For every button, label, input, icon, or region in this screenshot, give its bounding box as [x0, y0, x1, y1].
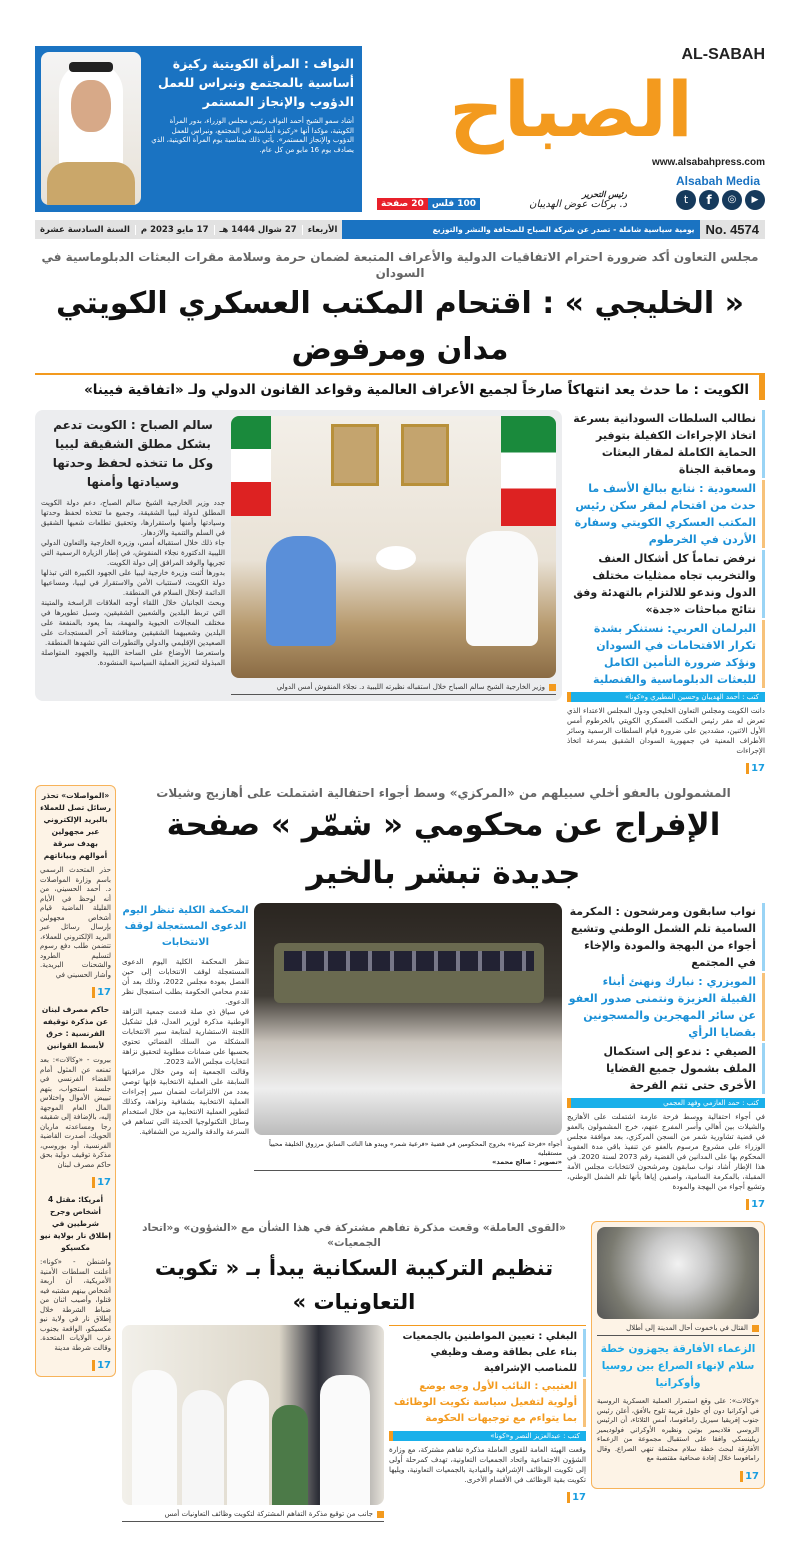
day: الأربعاء — [302, 225, 343, 235]
twitter-icon[interactable]: t — [676, 190, 696, 210]
coops-sidebar — [389, 1325, 586, 1504]
court-paragraph: وقالت الجمعية إنه ومن خلال مراقبتها السابقة على العملية الانتخابية فإنها توصي بعدد من الالتزامات لضمان سير إجراءات العملية الانتخابية بشفافية ونزاهة، وكذلك لتطوير العملية الانتخابية من خلال استخدام وسائل التكنولوجيا الحديثة التي تساهم في السرعة والدقة والمزيد من الشفافية. — [122, 1067, 249, 1136]
lead-sidebar — [567, 410, 765, 775]
lead-row — [35, 410, 765, 775]
libya-article — [41, 416, 225, 668]
photo-credit: «تصوير : صالح محمد» — [492, 1158, 562, 1166]
sidebar-headline[interactable]: حاكم مصرف لبنان عن مذكرة توقيفه الفرنسية : خرق لأبسط القوانين — [41, 1005, 110, 1050]
sidebar-body: بيروت - «وكالات»: بعد تمنعه عن المثول أمام القضاء الفرنسي في جلسة استجواب، بتهم تبييض الأموال واختلاس المال العام الموجهة إليه، بالإضافة إلى شقيقه رجا ومساعدته ماريان الحويك، أصدرت القاضية الفرنسية، أود بوروسي، مذكرة توقيف دولية بحق حاكم مصرف لبنان — [40, 1056, 111, 1169]
court-paragraph: في سياق ذي صلة قدمت جمعية النزاهة الوطنية مذكرة لوزير العدل، قبل تشكيل اللجنة الاستشارية لمتابعة سير الانتخابات المشكلة من السلك القضائي تحتوي بحسبها على ضمانات مطلوبة لتحقيق نزاهة انتخابات مجلس الأمة 2023. — [122, 1007, 249, 1066]
continued-link[interactable]: 17 — [92, 987, 111, 998]
pardon-headline[interactable]: الإفراج عن محكومي « شمّر » صفحة جديدة تبشر بالخير — [166, 807, 721, 891]
libya-paragraph: واستعرضا الأوضاع على الساحة الليبية والجهود المتواصلة المبذولة لتعزيز العملية السياسية المنشودة. — [41, 648, 225, 667]
pardon-side-head[interactable]: الصيفي : ندعو إلى استكمال الملف بشمول جميع القضايا الأخرى حتى تتم الفرحة — [567, 1043, 765, 1094]
continued-link[interactable]: 17 — [92, 1177, 111, 1188]
lead-byline: كتب : أحمد الهديبان وحسين المطيري و«كونا» — [567, 692, 765, 702]
editor-label: رئيس التحرير — [582, 190, 627, 199]
facebook-icon[interactable]: f — [699, 190, 719, 210]
court-headline[interactable]: المحكمة الكلية تنظر اليوم الدعوى المستعجلة لوقف الانتخابات — [122, 905, 249, 948]
libya-paragraph: جاء ذلك خلال استقباله أمس، وزيرة الخارجية والتعاون الدولي الليبية الدكتورة نجلاء المنقوش، في إطار الزيارة الرسمية التي تجريها والوفد المرافق إلى دولة الكويت. — [41, 538, 225, 567]
prime-minister-photo — [41, 52, 141, 205]
logo-en: AL-SABAH — [681, 46, 765, 63]
lower-main — [122, 785, 765, 1522]
issue-number: No. 4574 — [705, 222, 759, 237]
date-bar — [35, 220, 765, 239]
coops-main — [122, 1221, 586, 1522]
lead-subhead[interactable]: الكويت : ما حدث يعد انتهاكاً صارخاً لجميع الأعراف العالمية وقواعد القانون الدولي ولـ «اتفاقية فيينا» — [35, 373, 765, 400]
lead-headline[interactable]: « الخليجي » : اقتحام المكتب العسكري الكويتي مدان ومرفوض — [56, 286, 744, 367]
coops-photo-caption: جانب من توقيع مذكرة التفاهم المشتركة لتكويت وظائف التعاونيات أمس — [122, 1508, 384, 1522]
masthead — [35, 46, 765, 212]
ukraine-photo-caption: القتال في باخموت أحال المدينة إلى أطلال — [597, 1322, 759, 1336]
lead-body: دانت الكويت ومجلس التعاون الخليجي ودول المجلس الاعتداء الذي تعرض له مقر رئيس المكتب العسكري الكويتي بالخرطوم أمس الأول الاثنين، مشددين على ضرورة قيام السلطات الرسمية وسائر الأطراف المعنية في جمهورية السودان الشقيق بسرعة اتخاذ الإجراءات — [567, 706, 765, 755]
pardon-side-head[interactable]: المويزري : نبارك ونهنئ أبناء القبيلة العزيزة ونتمنى صدور العفو عن سائر المهجرين والمسجونين بقضايا الرأي — [567, 973, 765, 1041]
price: 100 فلس — [428, 198, 480, 210]
lead-side-head[interactable]: البرلمان العربي: نستنكر بشدة تكرار الاقتحامات في السودان ونؤكد ضرورة التأمين الكامل للبعثات الدبلوماسية والقنصلية — [567, 620, 765, 688]
hijri-date: 27 شوال 1444 هـ — [214, 225, 302, 235]
website[interactable]: www.alsabahpress.com — [651, 157, 765, 168]
coops-side-head[interactable]: البغلي : تعيين المواطنين بالجمعيات بناء على بطاقة وصف وظيفي للمناصب الإشرافية — [389, 1329, 586, 1377]
youtube-icon[interactable]: ▶ — [745, 190, 765, 210]
lead-side-head[interactable]: السعودية : نتابع ببالغ الأسف ما حدث من اقتحام لمقر سكن رئيس المكتب العسكري الكويتي وسفارة الأردن في الخرطوم — [567, 480, 765, 548]
editor-signature: د. بركات عوض الهديبان — [529, 199, 627, 210]
logo-ar[interactable]: الصباح — [449, 65, 693, 154]
coops-headline[interactable]: تنظيم التركيبة السكانية يبدأ بـ « تكويت التعاونيات » — [154, 1256, 554, 1314]
sidebar-headline[interactable]: «المواصلات» تحذر رسائل تصل للعملاء بالبريد الإلكتروني عبر مجهولين بهدف سرقة أموالهم وبياناتهم — [40, 791, 111, 860]
year-label: السنة السادسة عشرة — [40, 224, 130, 235]
ukraine-box — [591, 1221, 765, 1489]
libya-paragraph: جدد وزير الخارجية الشيخ سالم الصباح، دعم دولة الكويت المطلق لدولة ليبيا الشقيقة، وجميع ما تتخذه لحفظ وحدتها وسيادتها وأمنها واستقرارها، وتحقيق تطلعات شعبها الشقيق في السلم والتنمية والازدهار. — [41, 498, 225, 537]
ukraine-headline[interactable]: الزعماء الأفارقة يجهزون خطة سلام لإنهاء الصراع بين روسيا وأوكرانيا — [600, 1343, 756, 1389]
coops-byline: كتب : عبدالعزيز النصر و«كونا» — [389, 1431, 586, 1441]
coops-signing-photo[interactable] — [122, 1325, 384, 1505]
court-paragraph: تنظر المحكمة الكلية اليوم الدعوى المستعجلة لوقف الانتخابات إلى حين الفصل بعودة مجلس 2022، وذلك بعد أن تقدم محامي الحكومة بطلب استعجال نظر الدعوى. — [122, 957, 249, 1006]
ukraine-body: «وكالات»: على وقع استمرار العملية العسكرية الروسية في أوكرانيا دون أي حلول قريبة تلوح بالأفق، أعلن رئيس جنوب إفريقيا سيريل رامافوسا، أمس الثلاثاء، أن الرئيس الروسي فلاديمير بوتين ونظيره الأوكراني فولوديمير زيلينسكي وافقا على استقبال مجموعة من الزعماء الأفارقة لبحث خطة سلام محتملة تنهي الصراع. وقال رامافوسا خلال إفادة صحافية مقتضبة مع — [597, 1397, 759, 1462]
libya-paragraph: وبحث الجانبان خلال اللقاء أوجه العلاقات الراسخة والمتينة التي تربط البلدين والشعبين الشقيقين، وسبل تطويرها في مختلف المجالات الحيوية والمهمة، بما يعود بالمنفعة على البلدين وشعبيهما الشقيقين ومناقشة آخر المستجدات على الصعيدين الإقليمي والدولي والتطورات التي تشهدها المنطقة. — [41, 598, 225, 647]
libya-headline[interactable]: سالم الصباح : الكويت تدعم بشكل مطلق الشقيقة ليبيا وكل ما تتخذه لحفظ وحدتها وسيادتها وأمنها — [52, 418, 214, 489]
tagline: يومية سياسية شاملة - تصدر عن شركة الصباح للصحافة والنشر والتوزيع — [342, 220, 699, 239]
social-icons — [676, 190, 765, 210]
pardon-byline: كتب : حمد العازمي وفهد العجمي — [567, 1098, 765, 1108]
pardon-side-head[interactable]: نواب سابقون ومرشحون : المكرمة السامية تلم الشمل الوطني وتشيع أجواء من البهجة والمودة والإخاء في المجتمع — [567, 903, 765, 971]
pardon-caption-text: أجواء «فرحة كبيرة» بخروج المحكومين في قضية «فرعية شمر» ويبدو هنا النائب السابق مرزوق الخليفة محيياً مستقبليه — [268, 1140, 562, 1157]
libya-paragraph: بدورها أثنت وزيرة خارجية ليبيا على الجهود الكبيرة التي تبذلها دولة الكويت، لاستتباب الأمن والاستقرار في ليبيا، ومساعيها الدائمة لإحلال السلام في المنطقة. — [41, 568, 225, 597]
pardon-photo-caption — [254, 1138, 562, 1171]
coops-row — [122, 1221, 765, 1522]
libya-section — [35, 410, 562, 701]
libya-meeting-photo[interactable] — [231, 416, 556, 678]
bakhmut-photo[interactable] — [597, 1227, 759, 1319]
pardon-row — [122, 903, 765, 1211]
sidebar-body: حذر المتحدث الرسمي باسم وزارة المواصلات د. أحمد الحسيني، من أنه لوحظ في الأيام القليلة الماضية قيام أشخاص مجهولين بإرسال رسائل عبر البريد الإلكتروني للعملاء، تتضمن طلب دفع رسوم لتسليم الطرود والشحنات البريدية. وأشار الحسيني في — [40, 866, 111, 979]
continued-link[interactable]: 17 — [92, 1360, 111, 1371]
libya-photo-caption: وزير الخارجية الشيخ سالم الصباح خلال استقباله نظيرته الليبية د. نجلاء المنقوش أمس الدولي — [231, 681, 556, 695]
price-badge — [377, 198, 480, 210]
pardon-crowd-photo[interactable] — [254, 903, 562, 1135]
instagram-icon[interactable]: ◎ — [722, 190, 742, 210]
court-article — [122, 903, 249, 1137]
masthead-brand — [377, 46, 765, 212]
coops-body: وقعت الهيئة العامة للقوى العاملة مذكرة تفاهم مشتركة، مع وزارة الشؤون الاجتماعية واتحاد الجمعيات التعاونية، تهدف كمرحلة أولى إلى تكويت الوظائف الإشرافية والقيادية بالجمعيات التعاونية، ويليها تكويت بقية الوظائف في الأقسام الأخرى. — [389, 1445, 586, 1484]
coops-kicker: «القوى العاملة» وقعت مذكرة تفاهم مشتركة في هذا الشأن مع «الشؤون» و«اتحاد الجمعيات» — [142, 1222, 566, 1249]
continued-link[interactable]: 17 — [746, 763, 765, 774]
news-sidebar — [35, 785, 116, 1377]
lead-side-head[interactable]: نطالب السلطات السودانية بسرعة اتخاذ الإجراءات الكفيلة بتوفير الحماية الكاملة لمقار البعثات ومعاقبة الجناة — [567, 410, 765, 478]
continued-link[interactable]: 17 — [746, 1199, 765, 1210]
pardon-sidebar — [567, 903, 765, 1211]
continued-link[interactable]: 17 — [740, 1471, 759, 1482]
top-feature-body: أشاد سمو الشيخ أحمد النواف رئيس مجلس الوزراء، بدور المرأة الكويتية، مؤكدا أنها «ركيزة أساسية في المجتمع، ونبراس للعمل الدؤوب والإنجاز المستمر». يأتي ذلك بمناسبة يوم المرأة الكويتية، الذي يصادف يوم 16 مايو من كل عام. — [151, 117, 354, 154]
top-feature-headline[interactable]: النواف : المرأة الكويتية ركيزة أساسية بالمجتمع ونبراس للعمل الدؤوب والإنجاز المستمر — [157, 56, 354, 109]
top-feature-box — [35, 46, 362, 212]
lead-side-head[interactable]: نرفض تماماً كل أشكال العنف والتخريب تجاه ممثليات مختلف الدول وندعو للالتزام بالتهدئة وفق نتائج مباحثات «جدة» — [567, 550, 765, 618]
continued-link[interactable]: 17 — [567, 1492, 586, 1503]
pardon-body: في أجواء احتفالية ووسط فرحة عارمة اشتملت على الأهازيج والشيلات بين أهالي وأسر المفرج عنهم، خرج المشمولون بالعفو في قضية تشاورية شمر من السجن المركزي، بعد موافقة مجلس الوزراء على مشروع مرسوم بالعفو عن تنفيذ باقي مدة العقوبة المحكوم بها على المدانين في القضية رقم 2073 لسنة 2020. في هذا الإطار أشاد نواب سابقون ومرشحون لانتخابات مجلس الأمة المقبلة، بالمكرمة السامية، واصفين إياها بأنها تلم الشمل الوطني، وتشيع أجواء من البهجة والمودة — [567, 1112, 765, 1191]
sidebar-headline[interactable]: أمريكا: مقتل 4 أشخاص وجرح شرطيين في إطلاق نار بولاية نيو مكسيكو — [40, 1195, 111, 1252]
coops-side-head[interactable]: العتيبي : النائب الأول وجه بوضع أولوية لتفعيل سياسة تكويت الوظائف بما يتواءم مع توجيهات الحكومة — [389, 1379, 586, 1427]
page-count: 20 صفحة — [377, 198, 428, 210]
sidebar-body: واشنطن - «كونا»: أعلنت السلطات الأمنية الأمريكية، أن أربعة أشخاص بينهم مشتبه فيه قتلوا، وأصيب اثنان من ضباط الشرطة خلال إطلاق نار في ولاية نيو مكسيكو، الواقعة بجنوب غرب الولايات المتحدة. وقالت شرطة مدينة — [40, 1258, 111, 1352]
lower-section — [35, 785, 765, 1522]
lead-kicker: مجلس التعاون أكد ضرورة احترام الاتفاقيات الدولية والأعراف المتبعة لضمان حرمة وسلامة مقرات البعثات الدبلوماسية في السودان — [41, 250, 759, 280]
gregorian-date: 17 مايو 2023 م — [135, 225, 214, 235]
pardon-kicker: المشمولون بالعفو أخلي سبيلهم من «المركزي» وسط أجواء احتفالية اشتملت على أهازيج وشيلات — [156, 786, 731, 800]
media-label: Alsabah Media — [676, 174, 761, 188]
